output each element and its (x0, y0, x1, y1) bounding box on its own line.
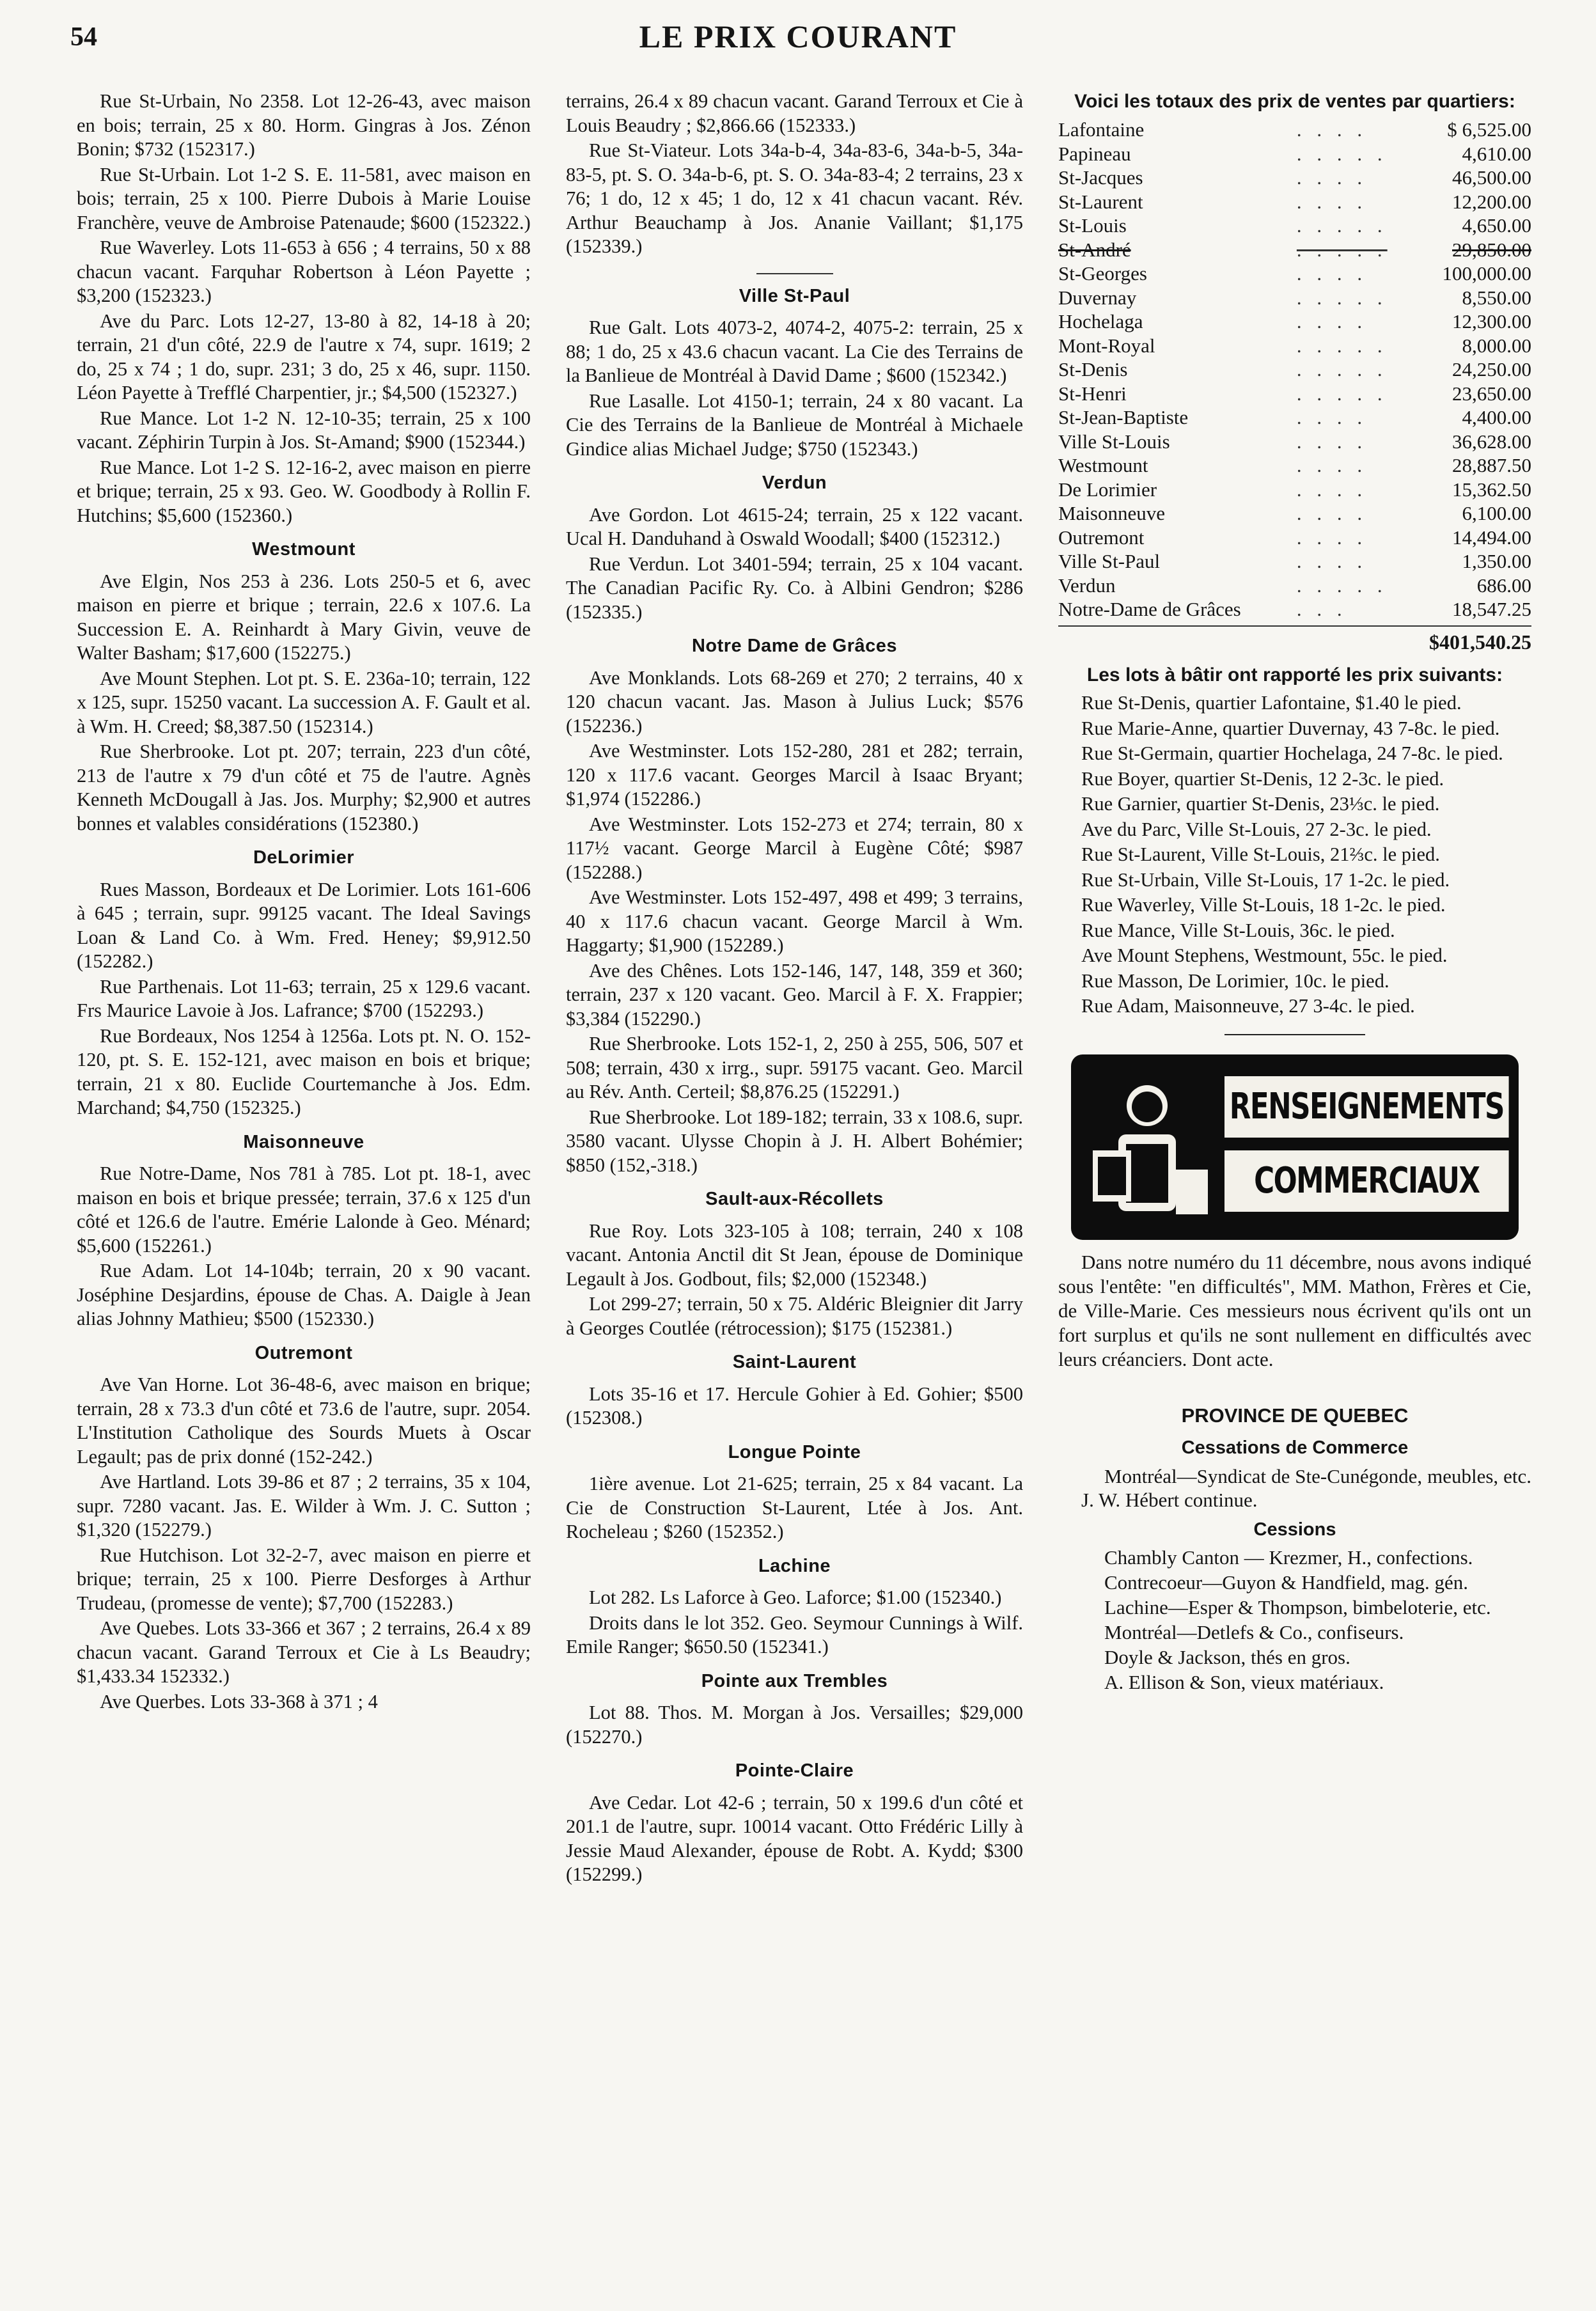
transaction-entry: Rue Bordeaux, Nos 1254 à 1256a. Lots pt. N. O. 152-120, pt. S. E. 152-121, avec maison en bois et brique; terrain, 21 x 80. Euclide Courtemanche à Jos. Edm. Marchand; $4,750 (152325.) (77, 1024, 531, 1118)
quartier-name: St-Denis (1058, 358, 1128, 380)
grand-total: $401,540.25 (1058, 625, 1531, 655)
leader-dots: . . . . (1296, 502, 1368, 524)
totals-row (1058, 430, 1531, 454)
leader-dots: . . . . (1296, 478, 1368, 501)
quartier-name: St-Jean-Baptiste (1058, 406, 1189, 428)
totals-table (1058, 118, 1531, 622)
leader-dots: . . . . (1296, 166, 1368, 189)
quartier-name: Duvernay (1058, 286, 1137, 309)
quartier-amount: 24,250.00 (1452, 358, 1531, 380)
quartier-amount: 18,547.25 (1452, 598, 1531, 620)
quartier-amount: 8,550.00 (1462, 286, 1531, 309)
leader-dots: . . . . (1296, 430, 1368, 453)
column-1 (77, 90, 531, 1715)
totals-heading: Voici les totaux des prix de ventes par quartiers: (1074, 91, 1515, 112)
divider (756, 273, 833, 274)
section-heading: Longue Pointe (728, 1441, 861, 1462)
transaction-entry: Ave Mount Stephen. Lot pt. S. E. 236a-10; terrain, 122 x 125, supr. 15250 vacant. La succession A. F. Gault et al. à Wm. H. Creed; $8,387.50 (152314.) (77, 667, 531, 737)
transaction-entry: Ave Cedar. Lot 42-6 ; terrain, 50 x 199.6 d'un côté et 201.1 de l'autre, supr. 10014 vacant. Otto Frédéric Lilly à Jessie Maud Alexander, épouse de Robt. A. Kydd; $300 (152299.) (566, 1791, 1023, 1885)
publication-title: LE PRIX COURANT (639, 19, 957, 54)
quartier-amount: 6,100.00 (1462, 502, 1531, 524)
totals-row (1058, 526, 1531, 550)
totals-row (1058, 118, 1531, 142)
quartier-amount: 36,628.00 (1452, 430, 1531, 453)
transaction-entry: Rue Sherbrooke. Lot 189-182; terrain, 33 x 108.6, supr. 3580 vacant. Ulysse Chopin à J. H. Albert Bohémier; $850 (152,-318.) (566, 1106, 1023, 1176)
leader-dots: . . . . (1296, 262, 1368, 285)
totals-row (1058, 597, 1531, 622)
transaction-entry: Ave Westminster. Lots 152-273 et 274; terrain, 80 x 117½ vacant. George Marcil à Eugène Côté; $987 (152288.) (566, 813, 1023, 883)
column-3 (1058, 90, 1531, 1695)
transaction-entry: Lot 299-27; terrain, 50 x 75. Aldéric Bleignier dit Jarry à Georges Coutlée (rétrocession); $175 (152381.) (566, 1293, 1023, 1339)
transaction-entry: Rue Sherbrooke. Lot pt. 207; terrain, 223 d'un côté, 213 de l'autre x 79 d'un côté et 75 de l'autre. Agnès Kenneth McDougall à Jas. Jos. Murphy; $2,900 et autres bonnes et valables considérations (152380.) (77, 740, 531, 834)
transaction-entry: Ave Gordon. Lot 4615-24; terrain, 25 x 122 vacant. Ucal H. Danduhand à Oswald Woodall; $400 (152312.) (566, 503, 1023, 549)
totals-row (1058, 574, 1531, 598)
quartier-amount: 4,650.00 (1462, 214, 1531, 237)
totals-row (1058, 166, 1531, 190)
transaction-entry: Ave Van Horne. Lot 36-48-6, avec maison en brique; terrain, 28 x 73.3 d'un côté et 73.6 de l'autre, supr. 2054. L'Institution Catholique des Sourds Muets à Oscar Legault; pas de prix donné (152-242.) (77, 1374, 531, 1468)
leader-dots: . . . . (1296, 454, 1368, 476)
lot-price-entry: Rue Marie-Anne, quartier Duvernay, 43 7-8c. le pied. (1081, 717, 1500, 739)
page-number: 54 (70, 22, 97, 52)
quartier-amount: $ 6,525.00 (1447, 118, 1531, 141)
transaction-entry: Ave Westminster. Lots 152-497, 498 et 499; 3 terrains, 40 x 117.6 chacun vacant. George Marcil à Wm. Haggarty; $1,900 (152289.) (566, 886, 1023, 956)
quartier-amount: 28,887.50 (1452, 454, 1531, 476)
quartier-amount: 12,200.00 (1452, 190, 1531, 213)
quartier-name: Lafontaine (1058, 118, 1145, 141)
transaction-entry: Rue Adam. Lot 14-104b; terrain, 20 x 90 vacant. Joséphine Desjardins, épouse de Chas. A. Daigle à Jean alias Johnny Mathieu; $500 (152330.) (77, 1260, 531, 1329)
quartier-name: Papineau (1058, 142, 1131, 165)
quartier-name: St-Henri (1058, 382, 1127, 405)
leader-dots: . . . . . (1296, 142, 1388, 165)
totals-row (1058, 549, 1531, 574)
totals-row (1058, 501, 1531, 526)
leader-dots: . . . . (1296, 190, 1368, 213)
quartier-amount: 14,494.00 (1452, 526, 1531, 549)
totals-row (1058, 309, 1531, 334)
quartier-name: St-Georges (1058, 262, 1147, 285)
leader-dots: . . . . (1296, 118, 1368, 141)
quartier-amount: 15,362.50 (1452, 478, 1531, 501)
leader-dots: . . . . (1296, 406, 1368, 428)
lot-price-entry: Rue Waverley, Ville St-Louis, 18 1-2c. le pied. (1081, 894, 1446, 916)
leader-dots: . . . . . (1296, 382, 1388, 405)
leader-dots: . . . . . (1296, 358, 1388, 380)
leader-dots: . . . . (1296, 550, 1368, 572)
banner-line-2: COMMERCIAUX (1224, 1150, 1509, 1212)
transaction-entry: Rue Roy. Lots 323-105 à 108; terrain, 240 x 108 vacant. Antonia Anctil dit St Jean, épouse de Dominique Legault à Jos. Godbout, fils; $2,000 (152348.) (566, 1219, 1023, 1290)
lot-price-entry: Rue Boyer, quartier St-Denis, 12 2-3c. le pied. (1081, 767, 1444, 790)
totals-row (1058, 286, 1531, 310)
quartier-name: Ville St-Louis (1058, 430, 1170, 453)
province-entry: A. Ellison & Son, vieux matériaux. (1104, 1671, 1384, 1693)
section-heading: Ville St-Paul (739, 285, 850, 306)
transaction-entry: Lots 35-16 et 17. Hercule Gohier à Ed. Gohier; $500 (152308.) (566, 1383, 1023, 1429)
leader-dots: . . . . . (1296, 214, 1388, 237)
lot-price-entry: Rue St-Urbain, Ville St-Louis, 17 1-2c. le pied. (1081, 868, 1450, 891)
transaction-entry: Ave des Chênes. Lots 152-146, 147, 148, 359 et 360; terrain, 237 x 120 vacant. Geo. Marcil à F. X. Frappier; $3,384 (152290.) (566, 959, 1023, 1030)
transaction-entry: Rue Mance. Lot 1-2 S. 12-16-2, avec maison en pierre et brique; terrain, 25 x 93. Geo. W. Goodbody à Rollin F. Hutchins; $5,600 (152360.) (77, 456, 531, 526)
transaction-entry: Rue Hutchison. Lot 32-2-7, avec maison en pierre et brique; terrain, 25 x 100. Pierre Desforges à Arthur Trudeau, (promesse de vente); $7,700 (152283.) (77, 1544, 531, 1614)
province-subheading: Cessions (1253, 1519, 1336, 1540)
province-entry: Chambly Canton — Krezmer, H., confections. (1104, 1546, 1473, 1569)
section-heading: Maisonneuve (243, 1131, 364, 1152)
transaction-entry: Droits dans le lot 352. Geo. Seymour Cunnings à Wilf. Emile Ranger; $650.50 (152341.) (566, 1611, 1023, 1657)
leader-dots: . . . . (1296, 310, 1368, 333)
province-entry: Contrecoeur—Guyon & Handfield, mag. gén. (1104, 1571, 1469, 1594)
totals-row (1058, 238, 1531, 262)
totals-row (1058, 190, 1531, 214)
lots-list (1058, 691, 1531, 1019)
province-entry: Doyle & Jackson, thés en gros. (1104, 1646, 1350, 1668)
quartier-amount: 100,000.00 (1442, 262, 1531, 285)
transaction-entry: Rue Verdun. Lot 3401-594; terrain, 25 x 104 vacant. The Canadian Pacific Ry. Co. à Albini Gendron; $286 (152335.) (566, 552, 1023, 623)
totals-row (1058, 142, 1531, 166)
totals-row (1058, 334, 1531, 358)
totals-row (1058, 262, 1531, 286)
section-heading: Notre Dame de Grâces (691, 636, 898, 656)
transaction-entry: Rue Parthenais. Lot 11-63; terrain, 25 x 129.6 vacant. Frs Maurice Lavoie à Jos. Lafrance; $700 (152293.) (77, 975, 531, 1021)
totals-row (1058, 453, 1531, 478)
lot-price-entry: Rue Mance, Ville St-Louis, 36c. le pied. (1081, 919, 1395, 941)
section-heading: Pointe-Claire (735, 1760, 854, 1781)
column-2 (566, 90, 1023, 1888)
transaction-entry: Rue Galt. Lots 4073-2, 4074-2, 4075-2: terrain, 25 x 88; 1 do, 25 x 43.6 chacun vacant. La Cie des Terrains de la Banlieue de Montréal à David Dame ; $600 (152342.) (566, 317, 1023, 386)
transaction-entry: Rue Lasalle. Lot 4150-1; terrain, 24 x 80 vacant. La Cie des Terrains de la Banlieue de Montréal à Michaele Gindice alias Michael Judge; $750 (152343.) (566, 389, 1023, 460)
quartier-name: Maisonneuve (1058, 502, 1166, 524)
quartier-name: St-André (1058, 238, 1131, 261)
quartier-name: Outremont (1058, 526, 1145, 549)
transaction-entry: Rue Notre-Dame, Nos 781 à 785. Lot pt. 18-1, avec maison en bois et brique pressée; terrain, 37.6 x 125 d'un côté et 126.6 de l'autre. Emérie Lalonde à Geo. Ménard; $5,600 (152261.) (77, 1163, 531, 1257)
leader-dots: . . . . . (1296, 238, 1388, 261)
quartier-amount: 12,300.00 (1452, 310, 1531, 333)
quartier-name: St-Jacques (1058, 166, 1143, 189)
transaction-entry: 1ière avenue. Lot 21-625; terrain, 25 x 84 vacant. La Cie de Construction St-Laurent, Ltée à Jos. Ant. Rocheleau ; $260 (152352.) (566, 1473, 1023, 1542)
reading-figure-icon (1080, 1074, 1221, 1227)
quartier-name: Notre-Dame de Grâces (1058, 598, 1241, 620)
leader-dots: . . . . (1296, 526, 1368, 549)
quartier-amount: 4,610.00 (1462, 142, 1531, 165)
transaction-entry: Rue St-Urbain. Lot 1-2 S. E. 11-581, avec maison en bois; terrain, 25 x 100. Pierre Dubois à Marie Louise Franchère, veuve de Ambroise Patenaude; $600 (152322.) (77, 163, 531, 233)
lot-price-entry: Ave Mount Stephens, Westmount, 55c. le pied. (1081, 944, 1448, 966)
banner-line-1: RENSEIGNEMENTS (1224, 1076, 1509, 1138)
quartier-name: St-Laurent (1058, 190, 1143, 213)
transaction-entry: Ave Querbes. Lots 33-368 à 371 ; 4 (100, 1690, 378, 1712)
totals-row (1058, 405, 1531, 430)
leader-dots: . . . . . (1296, 574, 1388, 597)
section-heading: Sault-aux-Récollets (705, 1189, 884, 1209)
quartier-name: Ville St-Paul (1058, 550, 1161, 572)
leader-dots: . . . . . (1296, 286, 1388, 309)
transaction-entry: Ave du Parc. Lots 12-27, 13-80 à 82, 14-18 à 20; terrain, 21 d'un côté, 22.9 de l'autre x 74, supr. 1619; 2 do, 25 x 74 ; 1 do, supr. 231; 3 do, 25 x 46, supr. 1150. Léon Payette à Trefflé Charpentier, jr.; $4,500 (152327.) (77, 309, 531, 403)
quartier-name: De Lorimier (1058, 478, 1157, 501)
quartier-name: Verdun (1058, 574, 1116, 597)
section-heading: Verdun (762, 473, 827, 493)
page-header (70, 18, 1526, 63)
renseignements-banner (1071, 1054, 1519, 1240)
province-heading: PROVINCE DE QUEBEC (1181, 1404, 1409, 1427)
transaction-entry: Lot 88. Thos. M. Morgan à Jos. Versailles; $29,000 (152270.) (566, 1702, 1023, 1748)
quartier-amount: 8,000.00 (1462, 334, 1531, 357)
quartier-name: Hochelaga (1058, 310, 1143, 333)
transaction-entry: Ave Westminster. Lots 152-280, 281 et 282; terrain, 120 x 117.6 vacant. Georges Marcil à Isaac Bryant; $1,974 (152286.) (566, 740, 1023, 810)
province-entry: Montréal—Syndicat de Ste-Cunégonde, meubles, etc. J. W. Hébert continue. (1081, 1464, 1531, 1511)
transaction-entry: Lot 282. Ls Laforce à Geo. Laforce; $1.00 (152340.) (589, 1586, 1002, 1608)
province-sections (1058, 1436, 1531, 1694)
quartier-amount: 4,400.00 (1462, 406, 1531, 428)
quartier-name: Mont-Royal (1058, 334, 1155, 357)
province-entry: Lachine—Esper & Thompson, bimbeloterie, etc. (1104, 1596, 1491, 1618)
lot-price-entry: Rue St-Laurent, Ville St-Louis, 21⅔c. le pied. (1081, 843, 1440, 865)
totals-row (1058, 382, 1531, 406)
transaction-entry: Ave Elgin, Nos 253 à 236. Lots 250-5 et 6, avec maison en pierre et brique ; terrain, 22.6 x 107.6. La Succession E. A. Reinhardt à Mary Givin, veuve de Walter Basham; $17,600 (152275.) (77, 570, 531, 664)
transaction-entry: terrains, 26.4 x 89 chacun vacant. Garand Terroux et Cie à Louis Beaudry ; $2,866.66 (152333.) (566, 90, 1023, 136)
notice (1058, 1250, 1531, 1372)
province-entry: Montréal—Detlefs & Co., confiseurs. (1104, 1621, 1404, 1643)
section-heading: DeLorimier (253, 847, 355, 868)
quartier-amount: 23,650.00 (1452, 382, 1531, 405)
quartier-name: Westmount (1058, 454, 1148, 476)
totals-row (1058, 214, 1531, 238)
leader-dots: . . . (1296, 598, 1347, 620)
transaction-entry: Rue St-Viateur. Lots 34a-b-4, 34a-83-6, 34a-b-5, 34a-83-5, pt. S. O. 34a-b-6, pt. S. O. 34a-83-4; 2 terrains, 23 x 76; 1 do, 12 x 45; 1 do, 12 x 41 chacun vacant. Rév. Arthur Beauchamp à Jos. Ananie Vaillant; $1,175 (152339.) (566, 139, 1023, 257)
lot-price-entry: Rue St-Denis, quartier Lafontaine, $1.40 le pied. (1081, 692, 1462, 714)
lot-price-entry: Rue Adam, Maisonneuve, 27 3-4c. le pied. (1081, 995, 1415, 1017)
transaction-entry: Rues Masson, Bordeaux et De Lorimier. Lots 161-606 à 645 ; terrain, supr. 99125 vacant. The Ideal Savings Loan & Land Co. à Wm. Fred. Heney; $9,912.50 (152282.) (77, 878, 531, 972)
quartier-amount: 29,850.00 (1452, 238, 1531, 261)
transaction-entry: Rue St-Urbain, No 2358. Lot 12-26-43, avec maison en bois; terrain, 25 x 80. Horm. Gingras à Jos. Zénon Bonin; $732 (152317.) (77, 90, 531, 160)
quartier-amount: 46,500.00 (1452, 166, 1531, 189)
section-heading: Saint-Laurent (732, 1352, 857, 1372)
transaction-entry: Rue Sherbrooke. Lots 152-1, 2, 250 à 255, 506, 507 et 508; terrain, 430 x irrg., supr. 59175 vacant. Geo. Marcil au Rév. Anth. Certeil; $8,876.25 (152291.) (566, 1033, 1023, 1102)
lots-heading: Les lots à bâtir ont rapporté les prix suivants: (1086, 664, 1503, 685)
transaction-entry: Ave Hartland. Lots 39-86 et 87 ; 2 terrains, 35 x 104, supr. 7280 vacant. Jas. E. Wilder à Wm. J. C. Sutton ; $1,320 (152279.) (77, 1471, 531, 1540)
lot-price-entry: Rue Masson, De Lorimier, 10c. le pied. (1081, 969, 1389, 992)
transaction-entry: Rue Mance. Lot 1-2 N. 12-10-35; terrain, 25 x 100 vacant. Zéphirin Turpin à Jos. St-Amand; $900 (152344.) (77, 407, 531, 453)
totals-row (1058, 357, 1531, 382)
lot-price-entry: Rue St-Germain, quartier Hochelaga, 24 7-8c. le pied. (1081, 742, 1503, 764)
divider (1224, 1034, 1365, 1035)
transaction-entry: Ave Monklands. Lots 68-269 et 270; 2 terrains, 40 x 120 chacun vacant. Jas. Mason à Julius Luck; $576 (152236.) (566, 666, 1023, 737)
totals-row (1058, 478, 1531, 502)
province-subheading: Cessations de Commerce (1181, 1438, 1409, 1458)
quartier-amount: 1,350.00 (1462, 550, 1531, 572)
section-heading: Outremont (254, 1342, 353, 1363)
transaction-entry: Rue Waverley. Lots 11-653 à 656 ; 4 terrains, 50 x 88 chacun vacant. Farquhar Robertson à Léon Payette ; $3,200 (152323.) (77, 237, 531, 306)
notice-text: Dans notre numéro du 11 décembre, nous avons indiqué sous l'entête: "en difficultés", MM. Mathon, Frères et Cie, de Ville-Marie. Ces messieurs nous écrivent qu'ils ont un fort surplus et qu'ils ne sont nullement en difficultés avec leurs créanciers. Dont acte. (1058, 1250, 1531, 1370)
quartier-name: St-Louis (1058, 214, 1127, 237)
lot-price-entry: Ave du Parc, Ville St-Louis, 27 2-3c. le pied. (1081, 818, 1432, 840)
lot-price-entry: Rue Garnier, quartier St-Denis, 23⅓c. le pied. (1081, 793, 1440, 815)
leader-dots: . . . . . (1296, 334, 1388, 357)
section-heading: Lachine (758, 1555, 831, 1576)
transaction-entry: Ave Quebes. Lots 33-366 et 367 ; 2 terrains, 26.4 x 89 chacun vacant. Garand Terroux et Cie à Ls Beaudry; $1,433.34 152332.) (77, 1617, 531, 1687)
section-heading: Westmount (252, 539, 356, 560)
section-heading: Pointe aux Trembles (701, 1670, 888, 1691)
quartier-amount: 686.00 (1476, 574, 1531, 597)
